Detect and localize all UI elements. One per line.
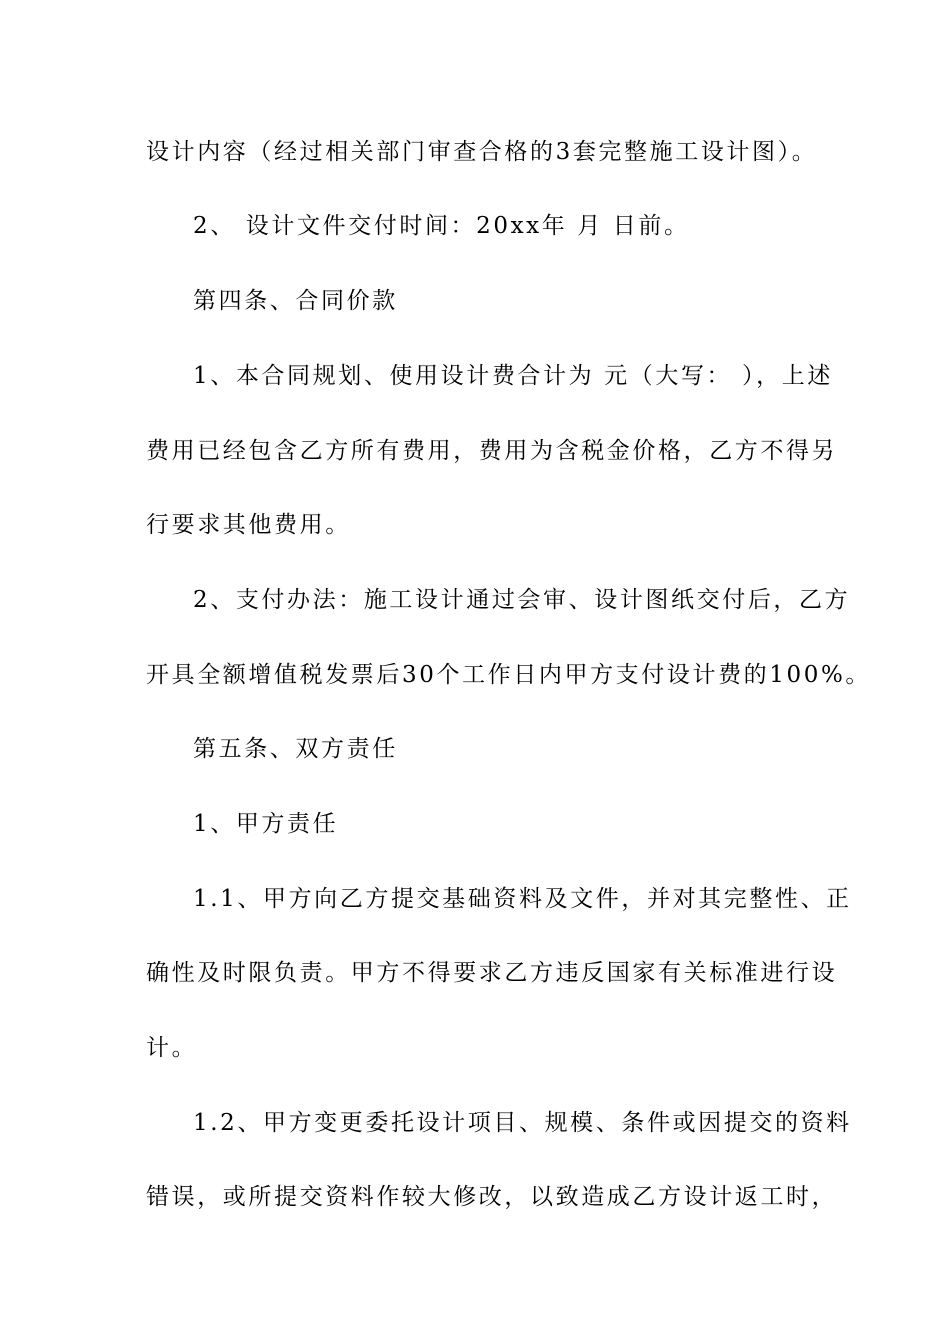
section-heading: 第五条、双方责任 — [193, 736, 398, 762]
text-line: 2、支付办法：施工设计通过会审、设计图纸交付后，乙方 — [193, 587, 851, 613]
text-line: 2、 设计文件交付时间：20xx年 月 日前。 — [193, 213, 690, 239]
text-line: 1.2、甲方变更委托设计项目、规模、条件或因提交的资料 — [193, 1110, 852, 1136]
text-line: 确性及时限负责。甲方不得要求乙方违反国家有关标准进行设 — [146, 960, 838, 986]
text-line: 计。 — [146, 1035, 198, 1061]
subsection-heading: 1、甲方责任 — [193, 811, 339, 837]
text-line: 设计内容（经过相关部门审查合格的3套完整施工设计图）。 — [146, 139, 818, 165]
section-heading: 第四条、合同价款 — [193, 288, 398, 314]
text-line: 费用已经包含乙方所有费用，费用为含税金价格，乙方不得另 — [146, 438, 838, 464]
text-line: 错误，或所提交资料作较大修改，以致造成乙方设计返工时， — [146, 1184, 838, 1210]
text-line: 1.1、甲方向乙方提交基础资料及文件，并对其完整性、正 — [193, 886, 852, 912]
text-line: 1、本合同规划、使用设计费合计为 元（大写： ），上述 — [193, 363, 833, 389]
text-line: 开具全额增值税发票后30个工作日内甲方支付设计费的100%。 — [146, 662, 872, 688]
text-line: 行要求其他费用。 — [146, 512, 351, 538]
